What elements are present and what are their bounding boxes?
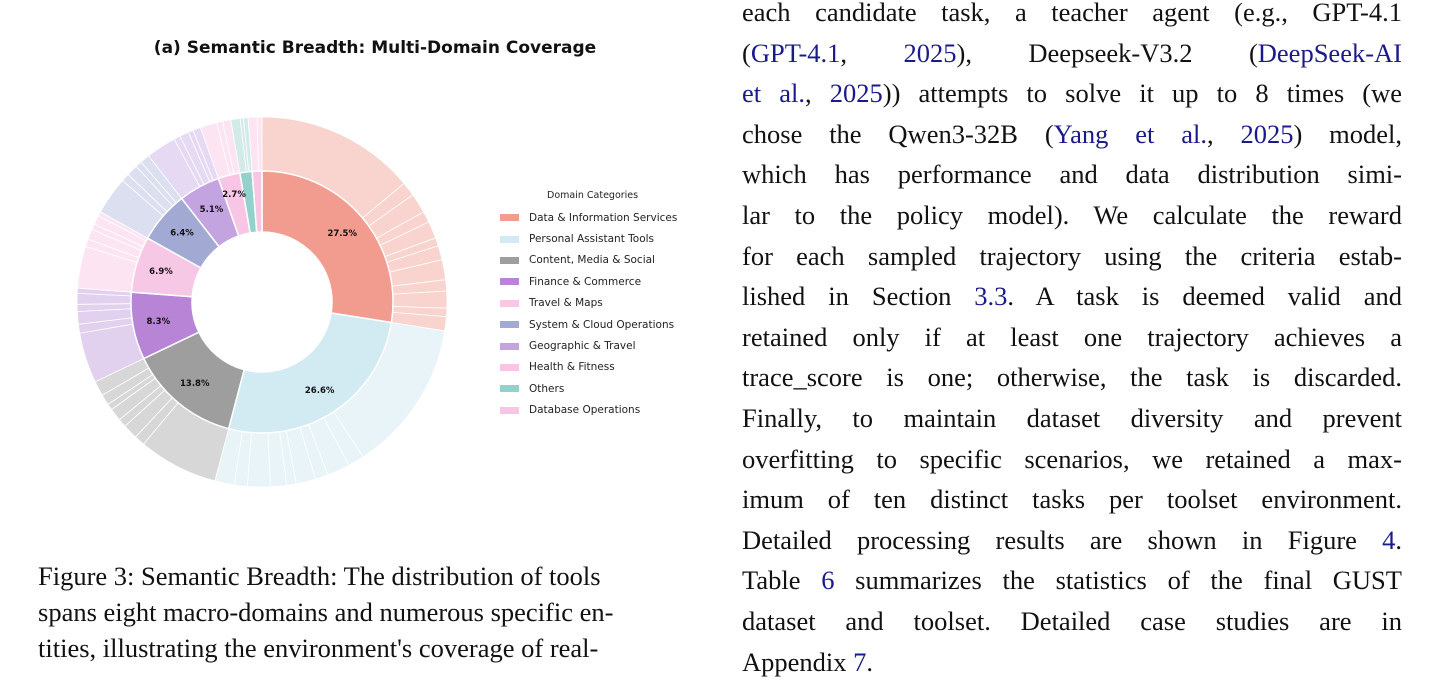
body-line: (GPT-4.1, 2025), Deepseek-V3.2 (DeepSeek-AI (742, 33, 1402, 74)
legend-items (500, 207, 677, 421)
legend-swatch (500, 214, 519, 221)
legend-label: Geographic & Travel (529, 340, 636, 352)
legend-swatch (500, 321, 519, 328)
table-link[interactable]: 6 (821, 565, 834, 595)
figure-link[interactable]: 4 (1382, 525, 1395, 555)
slice-label: 2.7% (222, 190, 246, 200)
legend-item (500, 314, 677, 335)
slice-label: 13.8% (180, 379, 210, 389)
legend-swatch (500, 364, 519, 371)
legend-swatch (500, 236, 519, 243)
body-line: dataset and toolset. Detailed case studies are in (742, 601, 1402, 642)
legend-swatch (500, 257, 519, 264)
body-line: imum of ten distinct tasks per toolset environment. (742, 479, 1402, 520)
citation-link[interactable]: 2025 (830, 78, 883, 108)
legend-item (500, 400, 677, 421)
caption-line-2: spans eight macro-domains and numerous specific en- (38, 594, 693, 630)
legend-swatch (500, 407, 519, 414)
citation-link[interactable]: DeepSeek-AI (1258, 38, 1402, 68)
body-line: et al., 2025)) attempts to solve it up to 8 times (we (742, 73, 1402, 114)
legend-label: Database Operations (529, 404, 640, 416)
body-line: which has performance and data distribution simi- (742, 154, 1402, 195)
legend-item (500, 357, 677, 378)
body-line: for each sampled trajectory using the criteria estab- (742, 236, 1402, 277)
legend-swatch (500, 300, 519, 307)
body-line: retained only if at least one trajectory achieves a (742, 317, 1402, 358)
citation-link[interactable]: 2025 (1240, 119, 1293, 149)
legend-label: Finance & Commerce (529, 276, 641, 288)
caption-line-1: Figure 3: Semantic Breadth: The distribution of tools (38, 558, 693, 594)
caption-line-3: tities, illustrating the environment's coverage of real- (38, 630, 693, 666)
body-line: Appendix 7. (742, 642, 1402, 682)
outer-slice-data-information-services (393, 291, 447, 308)
legend-label: Others (529, 383, 564, 395)
body-line: lar to the policy model). We calculate the reward (742, 195, 1402, 236)
legend-title: Domain Categories (547, 190, 677, 201)
body-paragraph (742, 0, 1402, 682)
slice-label: 6.4% (170, 229, 194, 239)
body-line: overfitting to specific scenarios, we retained a max- (742, 439, 1402, 480)
donut-chart (0, 0, 480, 540)
legend-swatch (500, 385, 519, 392)
legend-label: Travel & Maps (529, 297, 603, 309)
body-line: chose the Qwen3-32B (Yang et al., 2025) model, (742, 114, 1402, 155)
legend-item (500, 228, 677, 249)
body-line: each candidate task, a teacher agent (e.g., GPT-4.1 (742, 0, 1402, 33)
body-line: lished in Section 3.3. A task is deemed valid and (742, 276, 1402, 317)
citation-link[interactable]: et al. (742, 78, 805, 108)
slice-label: 6.9% (149, 267, 173, 277)
body-line: trace_score is one; otherwise, the task is discarded. (742, 357, 1402, 398)
inner-ring (131, 171, 393, 433)
citation-link[interactable]: GPT-4.1 (751, 38, 841, 68)
legend-item (500, 335, 677, 356)
body-line: Table 6 summarizes the statistics of the final GUST (742, 560, 1402, 601)
figure-title: (a) Semantic Breadth: Multi-Domain Coverage (80, 38, 670, 58)
slice-label: 27.5% (327, 229, 357, 239)
citation-link[interactable]: 2025 (904, 38, 957, 68)
body-line: Finally, to maintain dataset diversity and prevent (742, 398, 1402, 439)
legend-label: System & Cloud Operations (529, 319, 674, 331)
slice-label: 8.3% (147, 317, 171, 327)
legend-item (500, 207, 677, 228)
legend-swatch (500, 278, 519, 285)
legend-label: Content, Media & Social (529, 254, 655, 266)
citation-link[interactable]: Yang et al. (1054, 119, 1207, 149)
legend-item (500, 378, 677, 399)
appendix-link[interactable]: 7 (853, 647, 866, 677)
section-link[interactable]: 3.3 (974, 281, 1007, 311)
legend-label: Data & Information Services (529, 212, 677, 224)
legend (500, 190, 677, 421)
body-line: Detailed processing results are shown in Figure 4. (742, 520, 1402, 561)
legend-item (500, 250, 677, 271)
legend-swatch (500, 343, 519, 350)
slice-label: 26.6% (305, 386, 335, 396)
legend-label: Health & Fitness (529, 361, 615, 373)
slice-label: 5.1% (200, 205, 224, 215)
legend-item (500, 293, 677, 314)
legend-label: Personal Assistant Tools (529, 233, 654, 245)
legend-item (500, 271, 677, 292)
